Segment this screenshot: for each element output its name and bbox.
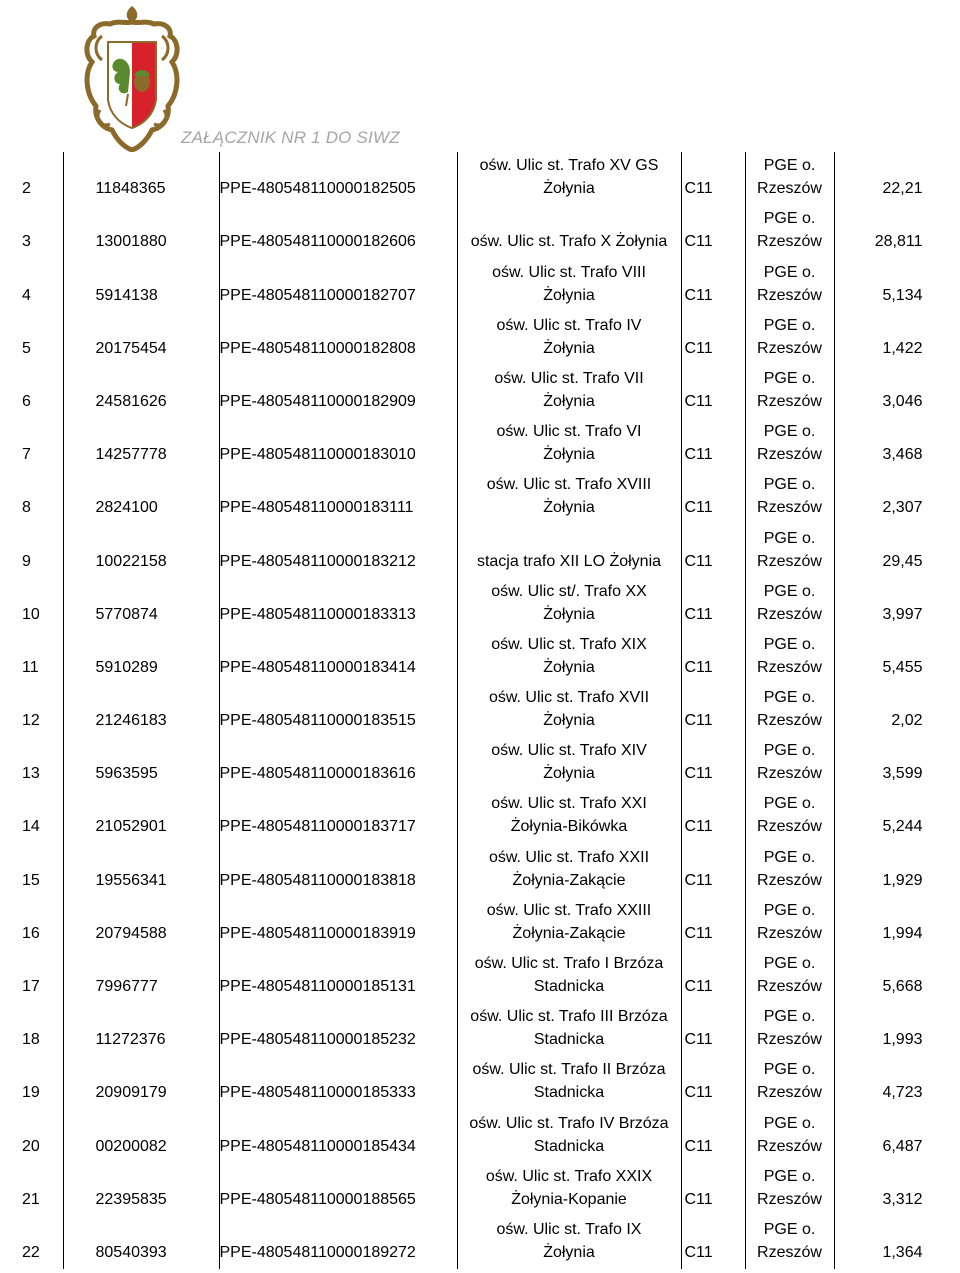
- location-line: ośw. Ulic st. Trafo IX: [496, 1220, 642, 1238]
- distributor-line: Rzeszów: [757, 552, 822, 570]
- location-line: ośw. Ulic st. Trafo XXIII: [486, 901, 652, 919]
- distributor-cell: [745, 1109, 834, 1162]
- ppe-code: PPE-480548110000182808: [219, 312, 457, 365]
- row-number: 10: [22, 605, 40, 623]
- distributor-line: Rzeszów: [757, 658, 822, 676]
- consumption-value: 2,307: [834, 471, 960, 524]
- location-line: Żołynia: [543, 712, 595, 730]
- table-row: [0, 578, 960, 631]
- row-number: 12: [22, 712, 40, 730]
- row-number: 13: [22, 765, 40, 783]
- location-line: Stadnicka: [533, 1084, 605, 1102]
- tariff-group: C11: [681, 897, 745, 950]
- distributor-cell: [745, 631, 834, 684]
- consumption-value: 3,997: [834, 578, 960, 631]
- tariff-group: C11: [681, 1003, 745, 1056]
- location-line: Żołynia: [543, 1243, 595, 1261]
- location-line: Żołynia-Zakącie: [512, 924, 626, 942]
- ppe-code: PPE-480548110000185131: [219, 950, 457, 1003]
- row-number: 4: [22, 286, 31, 304]
- tariff-group: C11: [681, 365, 745, 418]
- tariff-group: C11: [681, 1056, 745, 1109]
- table-row: [0, 1216, 960, 1269]
- distributor-cell: [745, 1163, 834, 1216]
- location-line: ośw. Ulic st. Trafo II Brzóza: [472, 1061, 666, 1079]
- distributor-line: PGE o.: [763, 210, 816, 228]
- meter-number: 14257778: [63, 418, 219, 471]
- meter-number: 5914138: [63, 258, 219, 311]
- table-row: [0, 684, 960, 737]
- location-line: Żołynia: [543, 446, 595, 464]
- ppe-code: PPE-480548110000183616: [219, 737, 457, 790]
- location-cell: [457, 1056, 681, 1109]
- meter-number: 11272376: [63, 1003, 219, 1056]
- row-number: 14: [22, 818, 40, 836]
- location-line: Żołynia: [543, 339, 595, 357]
- location-line: ośw. Ulic st. Trafo XVII: [488, 689, 650, 707]
- ppe-code: PPE-480548110000182505: [219, 152, 457, 205]
- distributor-cell: [745, 578, 834, 631]
- distributor-line: Rzeszów: [757, 499, 822, 517]
- distributor-line: PGE o.: [763, 689, 816, 707]
- tariff-group: C11: [681, 631, 745, 684]
- location-line: ośw. Ulic st. Trafo X Żołynia: [470, 233, 668, 251]
- location-cell: [457, 524, 681, 577]
- distributor-line: PGE o.: [763, 1008, 816, 1026]
- tariff-group: C11: [681, 737, 745, 790]
- distributor-cell: [745, 152, 834, 205]
- row-number: 5: [22, 339, 31, 357]
- location-cell: [457, 578, 681, 631]
- distributor-line: Rzeszów: [757, 765, 822, 783]
- row-number: 18: [22, 1031, 40, 1049]
- distributor-line: Rzeszów: [757, 1031, 822, 1049]
- distributor-line: PGE o.: [763, 635, 816, 653]
- location-line: Stadnicka: [533, 1137, 605, 1155]
- meter-number: 7996777: [63, 950, 219, 1003]
- location-line: Stadnicka: [533, 1031, 605, 1049]
- consumption-value: 28,811: [834, 205, 960, 258]
- consumption-value: 5,244: [834, 790, 960, 843]
- table-row: [0, 1109, 960, 1162]
- location-cell: [457, 897, 681, 950]
- distributor-line: Rzeszów: [757, 924, 822, 942]
- meter-number: 20909179: [63, 1056, 219, 1109]
- distributor-line: PGE o.: [763, 848, 816, 866]
- location-line: ośw. Ulic st. Trafo VI: [496, 423, 642, 441]
- location-line: Żołynia-Zakącie: [512, 871, 626, 889]
- consumption-value: 5,134: [834, 258, 960, 311]
- row-number: 20: [22, 1137, 40, 1155]
- table-row: [0, 737, 960, 790]
- distributor-line: Rzeszów: [757, 1190, 822, 1208]
- meter-number: 5910289: [63, 631, 219, 684]
- location-line: ośw. Ulic st. Trafo VIII: [492, 263, 646, 281]
- distributor-line: Rzeszów: [757, 712, 822, 730]
- location-line: ośw. Ulic st. Trafo IV: [496, 316, 642, 334]
- distributor-line: Rzeszów: [757, 1084, 822, 1102]
- ppe-code: PPE-480548110000182707: [219, 258, 457, 311]
- table-row: [0, 843, 960, 896]
- parish-crest-icon: [80, 2, 184, 152]
- location-cell: [457, 631, 681, 684]
- consumption-value: 29,45: [834, 524, 960, 577]
- consumption-value: 4,723: [834, 1056, 960, 1109]
- row-number: 7: [22, 446, 31, 464]
- location-line: ośw. Ulic st. Trafo XXI: [491, 795, 647, 813]
- distributor-cell: [745, 365, 834, 418]
- location-line: ośw. Ulic st. Trafo XV GS: [479, 157, 659, 175]
- consumption-value: 1,929: [834, 843, 960, 896]
- distributor-line: PGE o.: [763, 795, 816, 813]
- distributor-line: Rzeszów: [757, 392, 822, 410]
- meter-number: 21246183: [63, 684, 219, 737]
- tariff-group: C11: [681, 1109, 745, 1162]
- tariff-group: C11: [681, 205, 745, 258]
- ppe-code: PPE-480548110000183010: [219, 418, 457, 471]
- consumption-value: 1,422: [834, 312, 960, 365]
- tariff-group: C11: [681, 524, 745, 577]
- table-row: [0, 152, 960, 205]
- row-number: 17: [22, 978, 40, 995]
- distributor-cell: [745, 1216, 834, 1269]
- tariff-group: C11: [681, 1163, 745, 1216]
- distributor-cell: [745, 418, 834, 471]
- location-line: stacja trafo XII LO Żołynia: [476, 552, 662, 570]
- consumption-value: 3,468: [834, 418, 960, 471]
- consumption-value: 1,993: [834, 1003, 960, 1056]
- energy-points-table: [0, 152, 960, 1269]
- table-row: [0, 790, 960, 843]
- location-cell: [457, 737, 681, 790]
- meter-number: 20794588: [63, 897, 219, 950]
- meter-number: 24581626: [63, 365, 219, 418]
- table-row: [0, 1003, 960, 1056]
- distributor-cell: [745, 471, 834, 524]
- location-line: ośw. Ulic st. Trafo IV Brzóza: [469, 1114, 669, 1132]
- distributor-line: Rzeszów: [757, 605, 822, 623]
- annex-title: ZAŁĄCZNIK NR 1 DO SIWZ: [181, 128, 400, 147]
- table-body: [0, 152, 960, 1269]
- distributor-cell: [745, 843, 834, 896]
- tariff-group: C11: [681, 950, 745, 1003]
- tariff-group: C11: [681, 418, 745, 471]
- distributor-line: Rzeszów: [757, 180, 822, 198]
- row-number: 9: [22, 552, 31, 570]
- distributor-line: PGE o.: [763, 955, 816, 972]
- table-row: [0, 897, 960, 950]
- row-number: 6: [22, 392, 31, 410]
- consumption-value: 5,455: [834, 631, 960, 684]
- distributor-cell: [745, 312, 834, 365]
- table-row: [0, 365, 960, 418]
- distributor-line: PGE o.: [763, 316, 816, 334]
- table-row: [0, 471, 960, 524]
- location-cell: [457, 843, 681, 896]
- tariff-group: C11: [681, 1216, 745, 1269]
- distributor-line: PGE o.: [763, 369, 816, 387]
- location-line: ośw. Ulic st. Trafo XIX: [491, 635, 647, 653]
- table-row: [0, 418, 960, 471]
- consumption-value: 3,046: [834, 365, 960, 418]
- table-row: [0, 1163, 960, 1216]
- distributor-cell: [745, 1056, 834, 1109]
- table-row: [0, 205, 960, 258]
- row-number: 3: [22, 233, 31, 251]
- distributor-line: Rzeszów: [757, 339, 822, 357]
- location-cell: [457, 418, 681, 471]
- table-row: [0, 524, 960, 577]
- tariff-group: C11: [681, 258, 745, 311]
- distributor-line: PGE o.: [763, 742, 816, 760]
- location-cell: [457, 258, 681, 311]
- distributor-cell: [745, 524, 834, 577]
- distributor-line: Rzeszów: [757, 978, 822, 995]
- meter-number: 80540393: [63, 1216, 219, 1269]
- location-line: Żołynia: [543, 605, 595, 623]
- location-line: Stadnicka: [533, 978, 605, 995]
- distributor-line: PGE o.: [763, 901, 816, 919]
- location-cell: [457, 1163, 681, 1216]
- distributor-line: PGE o.: [763, 157, 816, 175]
- location-line: ośw. Ulic st. Trafo III Brzóza: [470, 1008, 668, 1026]
- distributor-line: Rzeszów: [757, 233, 822, 251]
- location-line: Żołynia: [543, 765, 595, 783]
- consumption-value: 2,02: [834, 684, 960, 737]
- row-number: 2: [22, 180, 31, 198]
- meter-number: 19556341: [63, 843, 219, 896]
- distributor-line: Rzeszów: [757, 818, 822, 836]
- location-cell: [457, 152, 681, 205]
- distributor-cell: [745, 950, 834, 1003]
- tariff-group: C11: [681, 843, 745, 896]
- location-cell: [457, 205, 681, 258]
- ppe-code: PPE-480548110000182606: [219, 205, 457, 258]
- distributor-line: Rzeszów: [757, 1137, 822, 1155]
- ppe-code: PPE-480548110000185232: [219, 1003, 457, 1056]
- location-line: Żołynia: [543, 286, 595, 304]
- distributor-cell: [745, 684, 834, 737]
- location-line: Żołynia: [543, 180, 595, 198]
- meter-number: 2824100: [63, 471, 219, 524]
- location-line: ośw. Ulic st. Trafo XVIII: [486, 476, 652, 494]
- location-line: Żołynia-Kopanie: [511, 1190, 627, 1208]
- ppe-code: PPE-480548110000183717: [219, 790, 457, 843]
- row-number: 21: [22, 1190, 40, 1208]
- location-line: ośw. Ulic st. Trafo I Brzóza: [474, 955, 664, 972]
- consumption-value: 3,599: [834, 737, 960, 790]
- meter-number: 11848365: [63, 152, 219, 205]
- consumption-value: 5,668: [834, 950, 960, 1003]
- distributor-cell: [745, 258, 834, 311]
- tariff-group: C11: [681, 471, 745, 524]
- ppe-code: PPE-480548110000183313: [219, 578, 457, 631]
- row-number: 15: [22, 871, 40, 889]
- location-cell: [457, 365, 681, 418]
- location-line: ośw. Ulic st/. Trafo XX: [491, 582, 647, 600]
- distributor-cell: [745, 897, 834, 950]
- location-line: ośw. Ulic st. Trafo VII: [494, 369, 644, 387]
- ppe-code: PPE-480548110000183818: [219, 843, 457, 896]
- location-line: ośw. Ulic st. Trafo XXIX: [485, 1167, 653, 1185]
- ppe-code: PPE-480548110000183414: [219, 631, 457, 684]
- tariff-group: C11: [681, 152, 745, 205]
- location-line: ośw. Ulic st. Trafo XXII: [488, 848, 650, 866]
- distributor-line: PGE o.: [763, 582, 816, 600]
- location-line: Żołynia-Bikówka: [510, 818, 628, 836]
- location-cell: [457, 1216, 681, 1269]
- location-cell: [457, 684, 681, 737]
- meter-number: 22395835: [63, 1163, 219, 1216]
- row-number: 11: [22, 658, 39, 676]
- meter-number: 00200082: [63, 1109, 219, 1162]
- consumption-value: 6,487: [834, 1109, 960, 1162]
- distributor-cell: [745, 205, 834, 258]
- row-number: 22: [22, 1243, 40, 1261]
- distributor-line: PGE o.: [763, 1114, 816, 1132]
- ppe-code: PPE-480548110000185333: [219, 1056, 457, 1109]
- meter-number: 5770874: [63, 578, 219, 631]
- distributor-line: PGE o.: [763, 1220, 816, 1238]
- meter-number: 20175454: [63, 312, 219, 365]
- meter-number: 13001880: [63, 205, 219, 258]
- ppe-code: PPE-480548110000188565: [219, 1163, 457, 1216]
- location-cell: [457, 790, 681, 843]
- location-line: Żołynia: [543, 499, 595, 517]
- tariff-group: C11: [681, 578, 745, 631]
- tariff-group: C11: [681, 684, 745, 737]
- table-row: [0, 258, 960, 311]
- ppe-code: PPE-480548110000182909: [219, 365, 457, 418]
- tariff-group: C11: [681, 790, 745, 843]
- ppe-code: PPE-480548110000183919: [219, 897, 457, 950]
- tariff-group: C11: [681, 312, 745, 365]
- location-cell: [457, 1003, 681, 1056]
- distributor-cell: [745, 1003, 834, 1056]
- row-number: 19: [22, 1084, 40, 1102]
- distributor-line: Rzeszów: [757, 1243, 822, 1261]
- ppe-code: PPE-480548110000183515: [219, 684, 457, 737]
- consumption-value: 3,312: [834, 1163, 960, 1216]
- distributor-line: PGE o.: [763, 423, 816, 441]
- distributor-cell: [745, 737, 834, 790]
- distributor-line: PGE o.: [763, 1061, 816, 1079]
- table-row: [0, 950, 960, 1003]
- table-row: [0, 1056, 960, 1109]
- location-cell: [457, 1109, 681, 1162]
- meter-number: 10022158: [63, 524, 219, 577]
- distributor-line: PGE o.: [763, 263, 816, 281]
- row-number: 16: [22, 924, 40, 942]
- distributor-cell: [745, 790, 834, 843]
- table-row: [0, 312, 960, 365]
- location-line: Żołynia: [543, 658, 595, 676]
- location-line: Żołynia: [543, 392, 595, 410]
- distributor-line: Rzeszów: [757, 446, 822, 464]
- table-row: [0, 631, 960, 684]
- consumption-value: 1,994: [834, 897, 960, 950]
- document-header: [0, 0, 960, 152]
- ppe-code: PPE-480548110000183111: [219, 471, 457, 524]
- meter-number: 5963595: [63, 737, 219, 790]
- location-cell: [457, 312, 681, 365]
- location-cell: [457, 471, 681, 524]
- distributor-line: Rzeszów: [757, 871, 822, 889]
- distributor-line: PGE o.: [763, 1167, 816, 1185]
- ppe-code: PPE-480548110000189272: [219, 1216, 457, 1269]
- distributor-line: PGE o.: [763, 476, 816, 494]
- distributor-line: PGE o.: [763, 529, 816, 547]
- consumption-value: 1,364: [834, 1216, 960, 1269]
- location-line: ośw. Ulic st. Trafo XIV: [491, 742, 647, 760]
- meter-number: 21052901: [63, 790, 219, 843]
- ppe-code: PPE-480548110000183212: [219, 524, 457, 577]
- consumption-value: 22,21: [834, 152, 960, 205]
- distributor-line: Rzeszów: [757, 286, 822, 304]
- ppe-code: PPE-480548110000185434: [219, 1109, 457, 1162]
- row-number: 8: [22, 499, 31, 517]
- location-cell: [457, 950, 681, 1003]
